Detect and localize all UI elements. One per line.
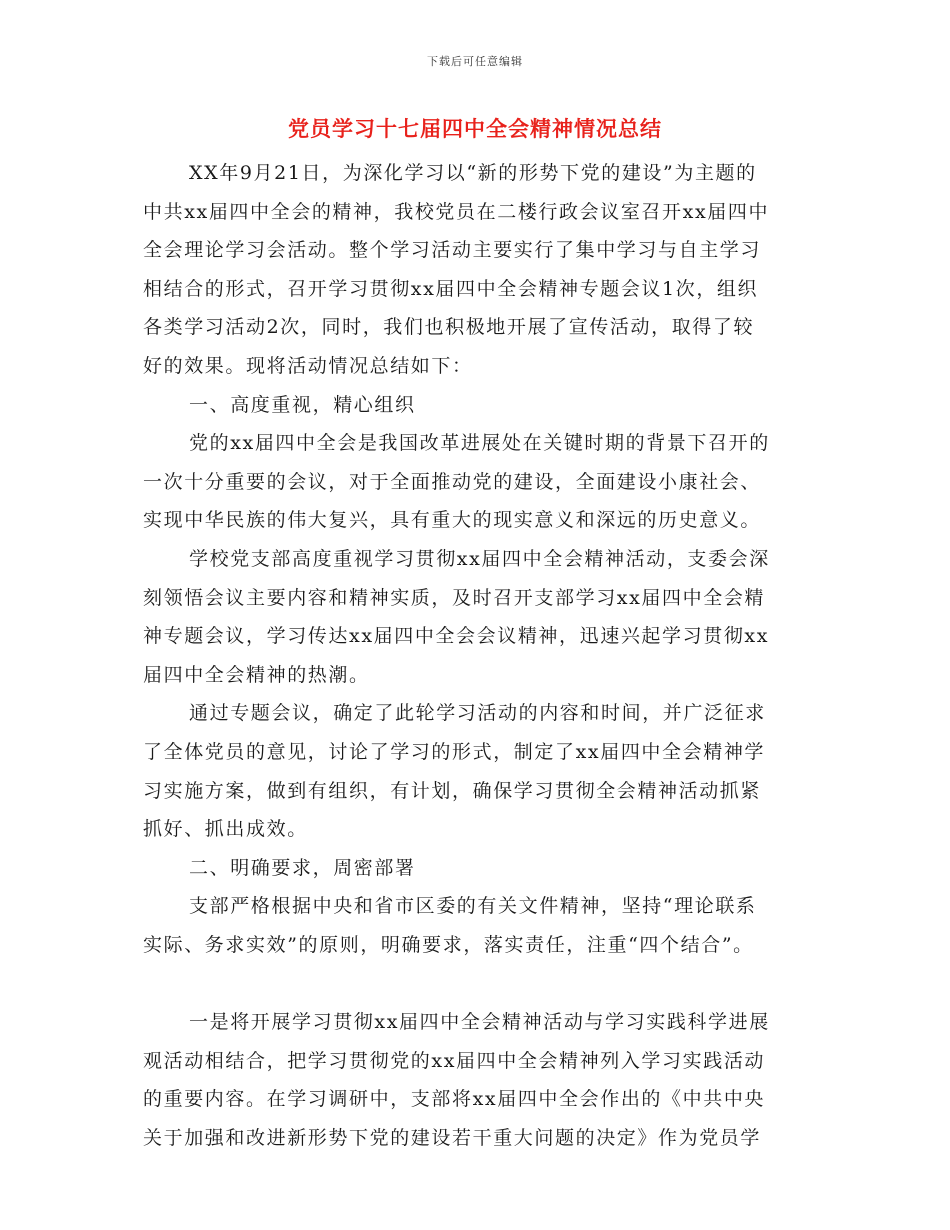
- paragraph-line: 神专题会议，学习传达xx届四中全会会议精神，迅速兴起学习贯彻xx: [143, 625, 770, 648]
- paragraph-line: 习实施方案，做到有组织，有计划，确保学习贯彻全会精神活动抓紧: [143, 779, 762, 802]
- paragraph-line: 实现中华民族的伟大复兴，具有重大的现实意义和深远的历史意义。: [143, 509, 762, 532]
- header-note: 下载后可任意编辑: [427, 55, 523, 68]
- section-heading: 二、明确要求，周密部署: [189, 856, 416, 879]
- paragraph-line: 了全体党员的意见，讨论了学习的形式，制定了xx届四中全会精神学: [143, 740, 766, 763]
- paragraph-line: 一是将开展学习贯彻xx届四中全会精神活动与学习实践科学进展: [189, 1011, 770, 1034]
- document-title: 党员学习十七届四中全会精神情况总结: [288, 116, 662, 141]
- paragraph-line: 学校党支部高度重视学习贯彻xx届四中全会精神活动，支委会深: [189, 547, 770, 570]
- document-body: [143, 154, 815, 1157]
- paragraph-line: XX年9月21日，为深化学习以“新的形势下党的建设”为主题的: [189, 162, 757, 184]
- paragraph-line: 一次十分重要的会议，对于全面推动党的建设，全面建设小康社会、: [143, 470, 762, 493]
- paragraph-line: 好的效果。现将活动情况总结如下：: [143, 354, 473, 377]
- paragraph-line: 届四中全会精神的热潮。: [143, 663, 370, 686]
- paragraph-line: 抓好、抓出成效。: [143, 818, 308, 841]
- paragraph-line: 关于加强和改进新形势下党的建设若干重大问题的决定》作为党员学: [143, 1126, 762, 1149]
- paragraph-line: 全会理论学习会活动。整个学习活动主要实行了集中学习与自主学习: [143, 239, 762, 262]
- blank-line: [143, 964, 815, 1003]
- paragraph-line: 观活动相结合，把学习贯彻党的xx届四中全会精神列入学习实践活动: [143, 1049, 766, 1072]
- paragraph-line: 的重要内容。在学习调研中，支部将xx届四中全会作出的《中共中央: [143, 1088, 766, 1111]
- paragraph-line: 中共xx届四中全会的精神，我校党员在二楼行政会议室召开xx届四中: [143, 200, 770, 223]
- paragraph-line: 实际、务求实效”的原则，明确要求，落实责任，注重“四个结合”。: [143, 933, 754, 956]
- section-heading: 一、高度重视，精心组织: [189, 393, 416, 416]
- paragraph-line: 刻领悟会议主要内容和精神实质，及时召开支部学习xx届四中全会精: [143, 586, 766, 609]
- paragraph-line: 各类学习活动2次，同时，我们也积极地开展了宣传活动，取得了较: [143, 316, 755, 339]
- paragraph-line: 支部严格根据中央和省市区委的有关文件精神，坚持“理论联系: [189, 895, 757, 918]
- paragraph-line: 党的xx届四中全会是我国改革进展处在关键时期的背景下召开的: [189, 432, 770, 455]
- paragraph-line: 相结合的形式，召开学习贯彻xx届四中全会精神专题会议1次，组织: [143, 277, 759, 300]
- paragraph-line: 通过专题会议，确定了此轮学习活动的内容和时间，并广泛征求: [189, 702, 766, 725]
